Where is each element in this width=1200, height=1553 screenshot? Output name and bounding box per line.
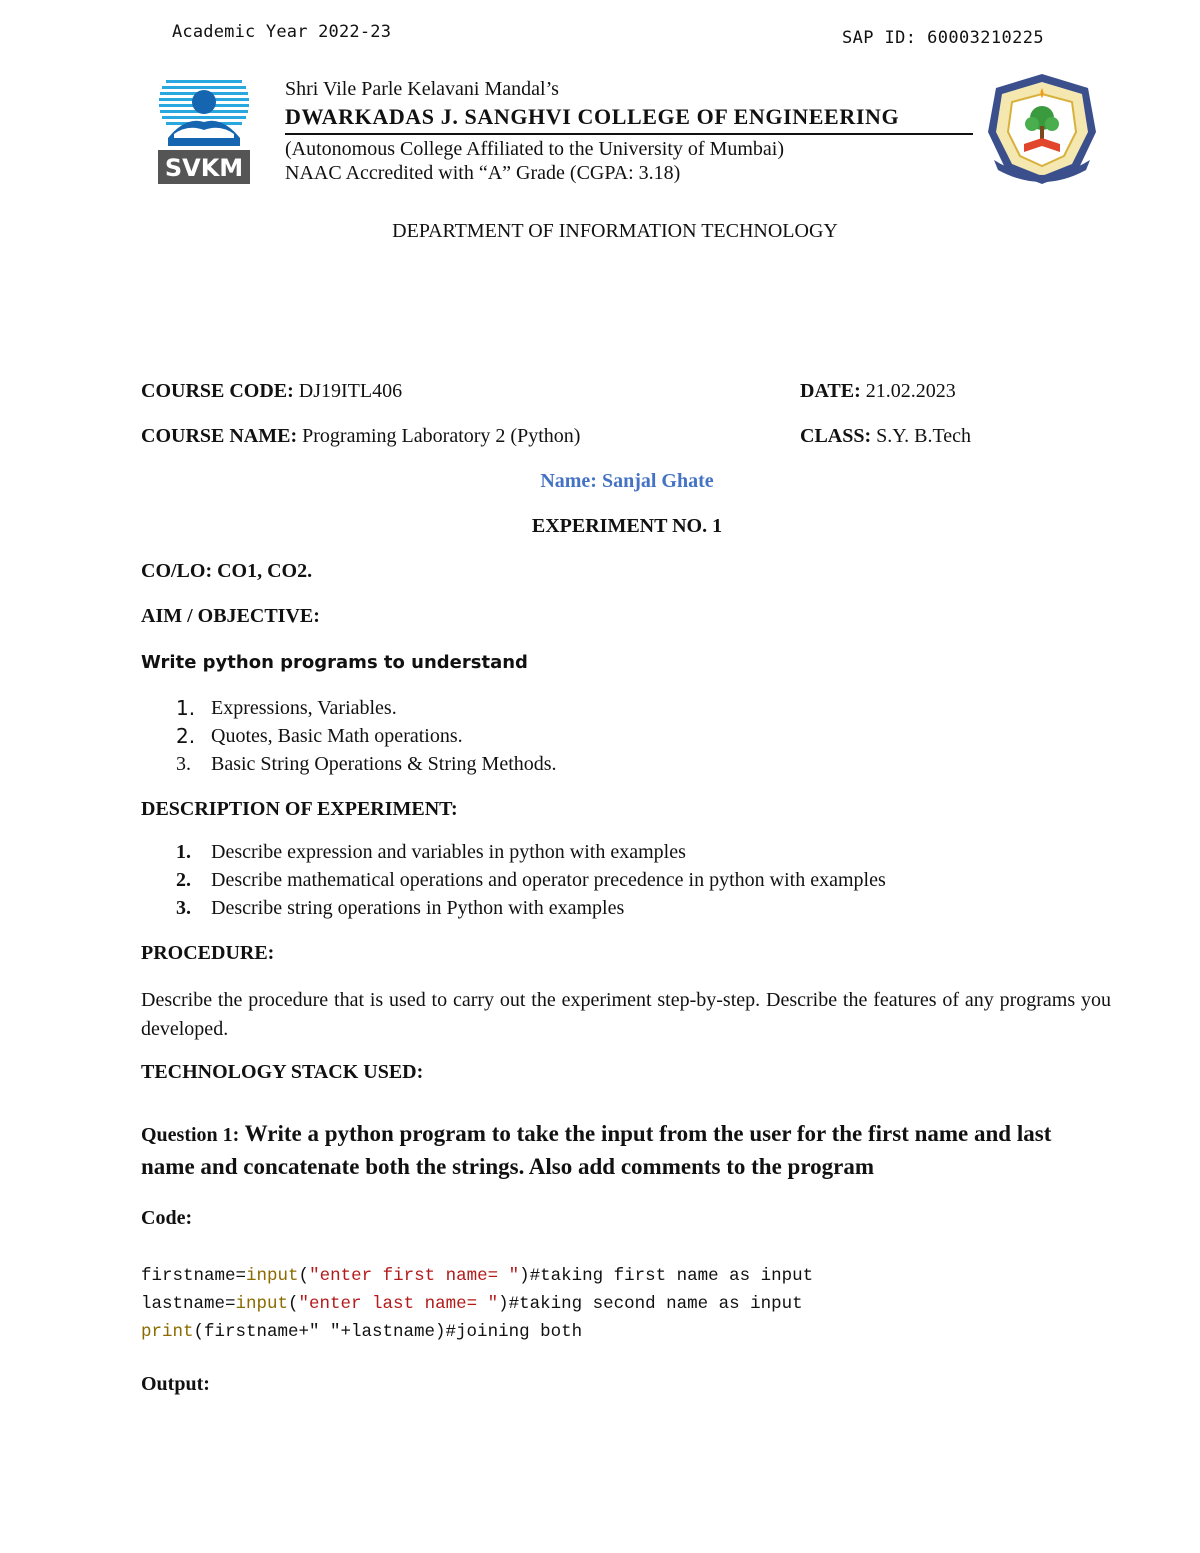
tech-stack-heading: TECHNOLOGY STACK USED: [141,1061,424,1083]
code-block [141,1262,813,1346]
description-list [141,838,886,922]
procedure-text: Describe the procedure that is used to carry out the experiment step-by-step. Describe the features of any programs you developed. [141,989,1111,1040]
code-line [141,1262,813,1290]
list-text: Expressions, Variables. [211,697,397,719]
list-item [141,722,557,750]
list-item [141,838,886,866]
code-var: firstname= [141,1266,247,1286]
trust-line: Shri Vile Parle Kelavani Mandal’s [285,78,559,100]
aim-intro: Write python programs to understand [141,652,528,673]
code-string: "enter last name= " [298,1294,499,1314]
header-divider [285,133,973,135]
course-code-label: COURSE CODE: [141,380,294,402]
sap-id: SAP ID: 60003210225 [842,28,1045,48]
date-label: DATE: [800,380,861,402]
procedure-heading: PROCEDURE: [141,942,275,964]
course-code [141,380,402,403]
code-function: input [235,1294,289,1314]
code-line [141,1318,813,1346]
list-number: 3. [176,753,191,775]
list-item [141,894,886,922]
list-item [141,866,886,894]
list-item [141,694,557,722]
course-code-value: DJ19ITL406 [293,380,403,402]
list-text: Describe mathematical operations and operator precedence in python with examples [211,869,886,891]
list-number: 3. [176,897,191,919]
aim-list [141,694,557,778]
class-value: S.Y. B.Tech [871,425,972,447]
code-function: input [246,1266,299,1286]
course-name-label: COURSE NAME: [141,425,298,447]
list-number: 2. [176,724,196,748]
list-text: Describe expression and variables in python with examples [211,841,686,863]
academic-year: Academic Year 2022-23 [172,22,392,42]
list-number: 2. [176,869,191,891]
code-comment: )#taking second name as input [498,1294,803,1314]
college-name: DWARKADAS J. SANGHVI COLLEGE OF ENGINEERING [285,104,900,129]
description-heading: DESCRIPTION OF EXPERIMENT: [141,798,458,820]
date [800,380,956,403]
svkm-logo [158,76,250,186]
class [800,425,971,448]
list-item [141,750,557,778]
code-comment: )#taking first name as input [519,1266,814,1286]
list-number: 1. [176,841,191,863]
code-function: print [141,1322,194,1342]
class-label: CLASS: [800,425,872,447]
department-title: DEPARTMENT OF INFORMATION TECHNOLOGY [392,220,838,242]
question-text: Write a python program to take the input from the user for the first name and last name and concatenate both the strings. Also add comments to the program [141,1121,1052,1179]
list-text: Describe string operations in Python with examples [211,897,625,919]
code-string: "enter first name= " [309,1266,520,1286]
accreditation: NAAC Accredited with “A” Grade (CGPA: 3.18) [285,162,681,184]
affiliation: (Autonomous College Affiliated to the University of Mumbai) [285,138,785,160]
student-name: Name: Sanjal Ghate [540,470,714,492]
code-comment: (firstname+" "+lastname)#joining both [193,1322,583,1342]
experiment-number: EXPERIMENT NO. 1 [531,515,723,537]
question-1 [141,1118,1101,1182]
co-lo: CO/LO: CO1, CO2. [141,560,313,582]
code-paren: ( [288,1294,299,1314]
college-crest-logo [984,72,1100,188]
code-heading: Code: [141,1207,193,1229]
code-paren: ( [298,1266,310,1286]
code-line [141,1290,813,1318]
list-text: Quotes, Basic Math operations. [211,725,463,747]
question-label: Question 1: [141,1124,240,1146]
svkm-logo-text: SVKM [164,154,244,182]
aim-heading: AIM / OBJECTIVE: [141,605,320,627]
list-number: 1. [176,696,196,720]
course-name-value: Programing Laboratory 2 (Python) [297,425,581,447]
course-name [141,425,580,448]
output-heading: Output: [141,1373,210,1395]
date-value: 21.02.2023 [860,380,956,402]
code-var: lastname= [141,1294,236,1314]
list-text: Basic String Operations & String Methods. [211,753,557,775]
